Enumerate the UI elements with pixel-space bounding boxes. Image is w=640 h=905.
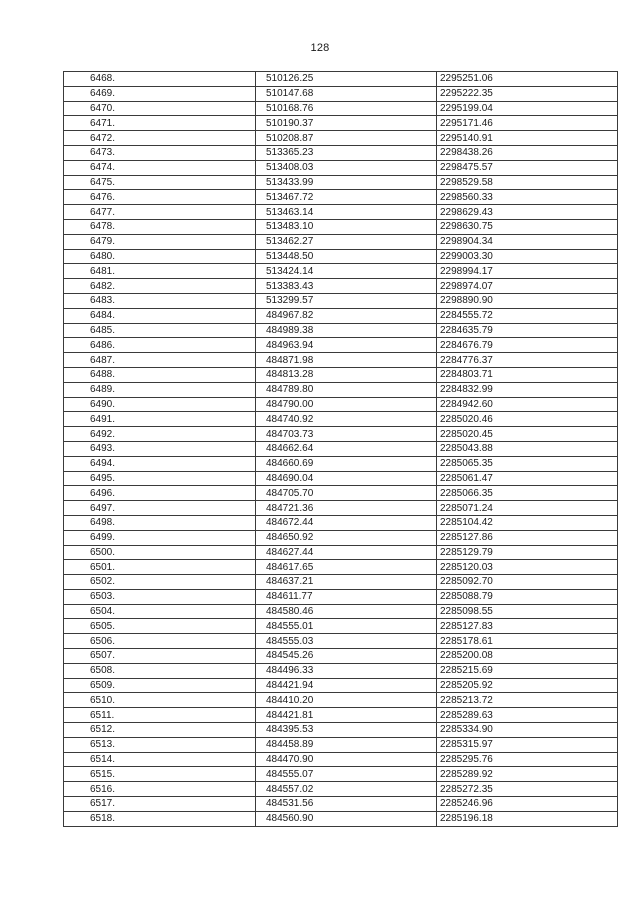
point-number-cell: 6476. xyxy=(64,190,256,205)
y-coordinate-cell: 2298630.75 xyxy=(437,219,618,234)
table-row xyxy=(64,308,618,323)
point-number-cell: 6509. xyxy=(64,678,256,693)
coordinates-table xyxy=(63,71,618,827)
table-row xyxy=(64,486,618,501)
table-row xyxy=(64,323,618,338)
y-coordinate-cell: 2285334.90 xyxy=(437,723,618,738)
y-coordinate-cell: 2285205.92 xyxy=(437,678,618,693)
y-coordinate-cell: 2295222.35 xyxy=(437,86,618,101)
x-coordinate-cell: 484395.53 xyxy=(256,723,437,738)
point-number-cell: 6491. xyxy=(64,412,256,427)
x-coordinate-cell: 484580.46 xyxy=(256,604,437,619)
table-row xyxy=(64,101,618,116)
point-number-cell: 6472. xyxy=(64,131,256,146)
x-coordinate-cell: 513383.43 xyxy=(256,279,437,294)
table-row xyxy=(64,767,618,782)
point-number-cell: 6497. xyxy=(64,501,256,516)
table-row xyxy=(64,634,618,649)
x-coordinate-cell: 484545.26 xyxy=(256,649,437,664)
x-coordinate-cell: 484650.92 xyxy=(256,530,437,545)
table-row xyxy=(64,72,618,87)
x-coordinate-cell: 484963.94 xyxy=(256,338,437,353)
y-coordinate-cell: 2285246.96 xyxy=(437,797,618,812)
table-row xyxy=(64,693,618,708)
y-coordinate-cell: 2295251.06 xyxy=(437,72,618,87)
y-coordinate-cell: 2285272.35 xyxy=(437,782,618,797)
y-coordinate-cell: 2285098.55 xyxy=(437,604,618,619)
table-row xyxy=(64,678,618,693)
y-coordinate-cell: 2285127.86 xyxy=(437,530,618,545)
y-coordinate-cell: 2285315.97 xyxy=(437,737,618,752)
x-coordinate-cell: 484690.04 xyxy=(256,471,437,486)
point-number-cell: 6515. xyxy=(64,767,256,782)
point-number-cell: 6501. xyxy=(64,560,256,575)
point-number-cell: 6490. xyxy=(64,397,256,412)
table-row xyxy=(64,723,618,738)
table-row xyxy=(64,190,618,205)
x-coordinate-cell: 484662.64 xyxy=(256,441,437,456)
y-coordinate-cell: 2285120.03 xyxy=(437,560,618,575)
y-coordinate-cell: 2285215.69 xyxy=(437,663,618,678)
table-row xyxy=(64,86,618,101)
point-number-cell: 6469. xyxy=(64,86,256,101)
y-coordinate-cell: 2285020.46 xyxy=(437,412,618,427)
table-row xyxy=(64,279,618,294)
point-number-cell: 6480. xyxy=(64,249,256,264)
y-coordinate-cell: 2284832.99 xyxy=(437,382,618,397)
table-row xyxy=(64,604,618,619)
x-coordinate-cell: 484555.01 xyxy=(256,619,437,634)
y-coordinate-cell: 2285065.35 xyxy=(437,456,618,471)
table-row xyxy=(64,471,618,486)
table-row xyxy=(64,530,618,545)
y-coordinate-cell: 2285196.18 xyxy=(437,811,618,826)
point-number-cell: 6513. xyxy=(64,737,256,752)
table-row xyxy=(64,708,618,723)
table-row xyxy=(64,264,618,279)
page-number: 128 xyxy=(310,42,330,54)
table-row xyxy=(64,205,618,220)
y-coordinate-cell: 2298560.33 xyxy=(437,190,618,205)
x-coordinate-cell: 484557.02 xyxy=(256,782,437,797)
x-coordinate-cell: 484721.36 xyxy=(256,501,437,516)
table-row xyxy=(64,737,618,752)
table-row xyxy=(64,797,618,812)
x-coordinate-cell: 484789.80 xyxy=(256,382,437,397)
y-coordinate-cell: 2285104.42 xyxy=(437,515,618,530)
point-number-cell: 6486. xyxy=(64,338,256,353)
x-coordinate-cell: 484813.28 xyxy=(256,367,437,382)
x-coordinate-cell: 510168.76 xyxy=(256,101,437,116)
coordinates-table-body xyxy=(64,72,618,827)
y-coordinate-cell: 2298974.07 xyxy=(437,279,618,294)
x-coordinate-cell: 484555.07 xyxy=(256,767,437,782)
y-coordinate-cell: 2285289.92 xyxy=(437,767,618,782)
table-row xyxy=(64,338,618,353)
point-number-cell: 6514. xyxy=(64,752,256,767)
point-number-cell: 6470. xyxy=(64,101,256,116)
table-row xyxy=(64,353,618,368)
x-coordinate-cell: 510208.87 xyxy=(256,131,437,146)
y-coordinate-cell: 2285071.24 xyxy=(437,501,618,516)
x-coordinate-cell: 484531.56 xyxy=(256,797,437,812)
y-coordinate-cell: 2285066.35 xyxy=(437,486,618,501)
point-number-cell: 6477. xyxy=(64,205,256,220)
x-coordinate-cell: 484740.92 xyxy=(256,412,437,427)
x-coordinate-cell: 510190.37 xyxy=(256,116,437,131)
table-row xyxy=(64,382,618,397)
y-coordinate-cell: 2298438.26 xyxy=(437,145,618,160)
table-row xyxy=(64,782,618,797)
point-number-cell: 6494. xyxy=(64,456,256,471)
table-row xyxy=(64,293,618,308)
point-number-cell: 6487. xyxy=(64,353,256,368)
x-coordinate-cell: 484555.03 xyxy=(256,634,437,649)
y-coordinate-cell: 2285178.61 xyxy=(437,634,618,649)
point-number-cell: 6495. xyxy=(64,471,256,486)
point-number-cell: 6511. xyxy=(64,708,256,723)
y-coordinate-cell: 2285213.72 xyxy=(437,693,618,708)
point-number-cell: 6479. xyxy=(64,234,256,249)
y-coordinate-cell: 2299003.30 xyxy=(437,249,618,264)
x-coordinate-cell: 510126.25 xyxy=(256,72,437,87)
point-number-cell: 6483. xyxy=(64,293,256,308)
y-coordinate-cell: 2284776.37 xyxy=(437,353,618,368)
point-number-cell: 6489. xyxy=(64,382,256,397)
point-number-cell: 6482. xyxy=(64,279,256,294)
point-number-cell: 6518. xyxy=(64,811,256,826)
table-row xyxy=(64,367,618,382)
y-coordinate-cell: 2285200.08 xyxy=(437,649,618,664)
y-coordinate-cell: 2284555.72 xyxy=(437,308,618,323)
point-number-cell: 6478. xyxy=(64,219,256,234)
table-row xyxy=(64,752,618,767)
table-row xyxy=(64,131,618,146)
x-coordinate-cell: 484496.33 xyxy=(256,663,437,678)
x-coordinate-cell: 484611.77 xyxy=(256,589,437,604)
point-number-cell: 6502. xyxy=(64,575,256,590)
point-number-cell: 6508. xyxy=(64,663,256,678)
x-coordinate-cell: 513299.57 xyxy=(256,293,437,308)
point-number-cell: 6473. xyxy=(64,145,256,160)
x-coordinate-cell: 513365.23 xyxy=(256,145,437,160)
table-row xyxy=(64,501,618,516)
y-coordinate-cell: 2295199.04 xyxy=(437,101,618,116)
table-row xyxy=(64,249,618,264)
table-row xyxy=(64,412,618,427)
y-coordinate-cell: 2295140.91 xyxy=(437,131,618,146)
x-coordinate-cell: 513467.72 xyxy=(256,190,437,205)
point-number-cell: 6506. xyxy=(64,634,256,649)
x-coordinate-cell: 484410.20 xyxy=(256,693,437,708)
point-number-cell: 6488. xyxy=(64,367,256,382)
x-coordinate-cell: 513424.14 xyxy=(256,264,437,279)
y-coordinate-cell: 2285092.70 xyxy=(437,575,618,590)
x-coordinate-cell: 513463.14 xyxy=(256,205,437,220)
x-coordinate-cell: 484560.90 xyxy=(256,811,437,826)
table-row xyxy=(64,456,618,471)
x-coordinate-cell: 484672.44 xyxy=(256,515,437,530)
point-number-cell: 6493. xyxy=(64,441,256,456)
x-coordinate-cell: 484637.21 xyxy=(256,575,437,590)
table-row xyxy=(64,619,618,634)
point-number-cell: 6468. xyxy=(64,72,256,87)
point-number-cell: 6484. xyxy=(64,308,256,323)
point-number-cell: 6475. xyxy=(64,175,256,190)
x-coordinate-cell: 484989.38 xyxy=(256,323,437,338)
y-coordinate-cell: 2298890.90 xyxy=(437,293,618,308)
x-coordinate-cell: 484703.73 xyxy=(256,427,437,442)
point-number-cell: 6504. xyxy=(64,604,256,619)
table-row xyxy=(64,160,618,175)
point-number-cell: 6512. xyxy=(64,723,256,738)
x-coordinate-cell: 484470.90 xyxy=(256,752,437,767)
x-coordinate-cell: 484421.81 xyxy=(256,708,437,723)
table-row xyxy=(64,589,618,604)
y-coordinate-cell: 2285043.88 xyxy=(437,441,618,456)
y-coordinate-cell: 2285020.45 xyxy=(437,427,618,442)
y-coordinate-cell: 2284942.60 xyxy=(437,397,618,412)
x-coordinate-cell: 484871.98 xyxy=(256,353,437,368)
point-number-cell: 6499. xyxy=(64,530,256,545)
y-coordinate-cell: 2285289.63 xyxy=(437,708,618,723)
x-coordinate-cell: 484660.69 xyxy=(256,456,437,471)
y-coordinate-cell: 2284635.79 xyxy=(437,323,618,338)
y-coordinate-cell: 2285129.79 xyxy=(437,545,618,560)
point-number-cell: 6492. xyxy=(64,427,256,442)
table-row xyxy=(64,811,618,826)
x-coordinate-cell: 510147.68 xyxy=(256,86,437,101)
table-row xyxy=(64,116,618,131)
x-coordinate-cell: 513433.99 xyxy=(256,175,437,190)
x-coordinate-cell: 484617.65 xyxy=(256,560,437,575)
y-coordinate-cell: 2285127.83 xyxy=(437,619,618,634)
y-coordinate-cell: 2298629.43 xyxy=(437,205,618,220)
x-coordinate-cell: 484421.94 xyxy=(256,678,437,693)
x-coordinate-cell: 513462.27 xyxy=(256,234,437,249)
point-number-cell: 6507. xyxy=(64,649,256,664)
table-row xyxy=(64,175,618,190)
y-coordinate-cell: 2284803.71 xyxy=(437,367,618,382)
x-coordinate-cell: 484790.00 xyxy=(256,397,437,412)
y-coordinate-cell: 2298529.58 xyxy=(437,175,618,190)
y-coordinate-cell: 2298475.57 xyxy=(437,160,618,175)
point-number-cell: 6500. xyxy=(64,545,256,560)
point-number-cell: 6481. xyxy=(64,264,256,279)
x-coordinate-cell: 513483.10 xyxy=(256,219,437,234)
y-coordinate-cell: 2295171.46 xyxy=(437,116,618,131)
x-coordinate-cell: 484627.44 xyxy=(256,545,437,560)
point-number-cell: 6503. xyxy=(64,589,256,604)
table-row xyxy=(64,663,618,678)
table-row xyxy=(64,649,618,664)
table-row xyxy=(64,145,618,160)
point-number-cell: 6505. xyxy=(64,619,256,634)
x-coordinate-cell: 513408.03 xyxy=(256,160,437,175)
point-number-cell: 6485. xyxy=(64,323,256,338)
y-coordinate-cell: 2298904.34 xyxy=(437,234,618,249)
point-number-cell: 6474. xyxy=(64,160,256,175)
table-row xyxy=(64,441,618,456)
point-number-cell: 6496. xyxy=(64,486,256,501)
table-row xyxy=(64,397,618,412)
point-number-cell: 6498. xyxy=(64,515,256,530)
y-coordinate-cell: 2285295.76 xyxy=(437,752,618,767)
table-row xyxy=(64,575,618,590)
y-coordinate-cell: 2284676.79 xyxy=(437,338,618,353)
y-coordinate-cell: 2285061.47 xyxy=(437,471,618,486)
point-number-cell: 6471. xyxy=(64,116,256,131)
table-row xyxy=(64,560,618,575)
x-coordinate-cell: 484967.82 xyxy=(256,308,437,323)
table-row xyxy=(64,545,618,560)
point-number-cell: 6510. xyxy=(64,693,256,708)
point-number-cell: 6517. xyxy=(64,797,256,812)
y-coordinate-cell: 2298994.17 xyxy=(437,264,618,279)
table-row xyxy=(64,219,618,234)
point-number-cell: 6516. xyxy=(64,782,256,797)
table-row xyxy=(64,234,618,249)
x-coordinate-cell: 484705.70 xyxy=(256,486,437,501)
x-coordinate-cell: 513448.50 xyxy=(256,249,437,264)
table-row xyxy=(64,427,618,442)
table-row xyxy=(64,515,618,530)
y-coordinate-cell: 2285088.79 xyxy=(437,589,618,604)
x-coordinate-cell: 484458.89 xyxy=(256,737,437,752)
